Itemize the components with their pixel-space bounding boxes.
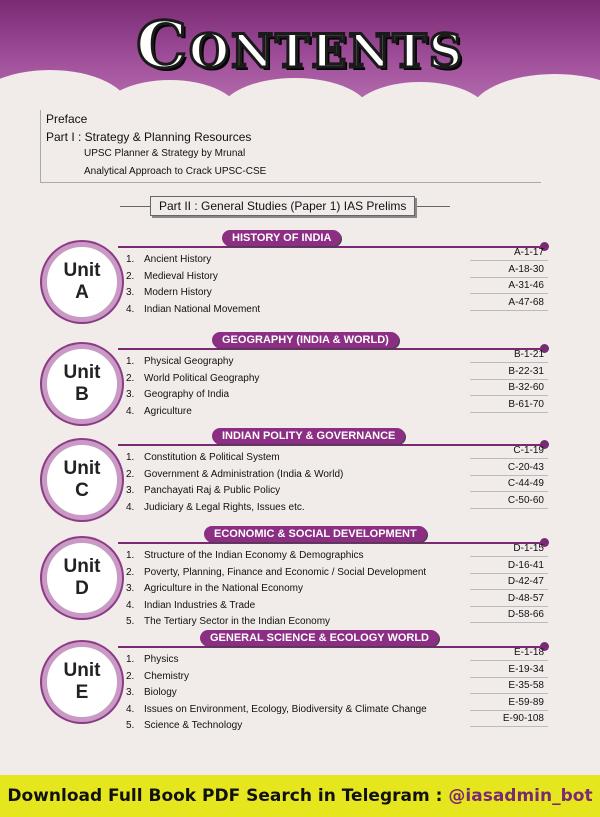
entry-title: Biology: [144, 687, 177, 698]
entry-number: 1.: [126, 452, 135, 463]
entry-page-range: B-1-21: [513, 349, 544, 360]
entry-number: 1.: [126, 356, 135, 367]
contents-entry: [126, 304, 260, 315]
unit-word: Unit: [63, 556, 101, 577]
contents-entry: [126, 389, 229, 400]
contents-entry: [126, 616, 330, 627]
entry-rule: [470, 677, 548, 678]
unit-rule: [118, 444, 544, 446]
page-title: CONTENTS: [136, 8, 464, 83]
contents-entry: [126, 469, 343, 480]
entry-rule: [470, 458, 548, 459]
entry-page-range: E-1-18: [513, 647, 544, 658]
entry-title: Agriculture in the National Economy: [144, 583, 303, 594]
entry-title: The Tertiary Sector in the Indian Economy: [144, 616, 331, 627]
entry-number: 2.: [126, 468, 135, 480]
entry-title: World Political Geography: [144, 372, 260, 384]
page-header: [0, 0, 600, 110]
entry-title: Judiciary & Legal Rights, Issues etc.: [144, 501, 305, 513]
preface-entry: Preface: [46, 112, 88, 126]
unit-badge: [42, 344, 122, 424]
entry-number: 1.: [126, 550, 135, 561]
entry-rule: [470, 491, 548, 492]
entry-title: Constitution & Political System: [144, 452, 280, 463]
entry-rule: [470, 293, 548, 294]
entry-number: 3.: [126, 389, 135, 400]
entry-number: 2.: [126, 566, 135, 578]
contents-entry: [126, 502, 305, 513]
entry-number: 2.: [126, 270, 135, 282]
entry-number: 4.: [126, 703, 135, 715]
contents-entry: [126, 550, 364, 561]
entry-page-range: A-47-68: [508, 296, 544, 308]
entry-rule: [470, 362, 548, 363]
unit-word: Unit: [63, 458, 101, 479]
entry-page-range: D-58-66: [507, 609, 544, 620]
unit-banner: GEOGRAPHY (INDIA & WORLD): [212, 332, 399, 348]
download-banner: [0, 775, 600, 817]
contents-entry: [126, 373, 259, 384]
entry-number: 3.: [126, 583, 135, 594]
unit-banner: HISTORY OF INDIA: [222, 230, 341, 246]
entry-rule: [470, 310, 548, 311]
entry-page-range: E-59-89: [508, 696, 544, 708]
entry-title: Agriculture: [144, 405, 192, 417]
entry-page-range: D-48-57: [507, 592, 544, 604]
entry-title: Indian Industries & Trade: [144, 599, 256, 611]
entry-number: 3.: [126, 485, 135, 496]
unit-word: Unit: [63, 660, 101, 681]
entry-number: 2.: [126, 670, 135, 682]
entry-rule: [470, 589, 548, 590]
contents-entry: [126, 600, 255, 611]
unit-banner: GENERAL SCIENCE & ECOLOGY WORLD: [200, 630, 439, 646]
part1-heading: Part I : Strategy & Planning Resources: [46, 130, 252, 144]
entry-rule: [470, 606, 548, 607]
entry-title: Structure of the Indian Economy & Demographics: [144, 550, 364, 561]
entry-page-range: D-16-41: [507, 559, 544, 571]
entry-number: 1.: [126, 654, 135, 665]
entry-page-range: E-19-34: [508, 663, 544, 675]
entry-page-range: C-50-60: [507, 494, 544, 506]
entry-number: 4.: [126, 405, 135, 417]
entry-rule: [470, 277, 548, 278]
unit-banner: INDIAN POLITY & GOVERNANCE: [212, 428, 405, 444]
download-text: Download Full Book PDF Search in Telegram :: [7, 786, 443, 806]
contents-entry: [126, 567, 426, 578]
entry-rule: [470, 412, 548, 413]
part1-item: Analytical Approach to Crack UPSC-CSE: [84, 166, 267, 177]
unit-rule: [118, 542, 544, 544]
entry-rule: [470, 556, 548, 557]
part1-item: UPSC Planner & Strategy by Mrunal: [84, 148, 246, 159]
contents-page: [0, 110, 600, 775]
entry-rule: [470, 726, 548, 727]
contents-entry: [126, 687, 177, 698]
contents-entry: [126, 356, 234, 367]
entry-page-range: C-20-43: [507, 461, 544, 473]
entry-rule: [470, 379, 548, 380]
telegram-handle[interactable]: @iasadmin_bot: [448, 786, 593, 806]
entry-page-range: A-1-17: [513, 247, 544, 258]
entry-title: Panchayati Raj & Public Policy: [144, 485, 281, 496]
unit-letter: E: [75, 682, 89, 703]
entry-title: Science & Technology: [144, 720, 243, 731]
unit-badge: [42, 242, 122, 322]
unit-banner: ECONOMIC & SOCIAL DEVELOPMENT: [204, 526, 427, 542]
entry-number: 4.: [126, 303, 135, 315]
entry-number: 4.: [126, 599, 135, 611]
entry-page-range: C-1-19: [513, 445, 544, 456]
entry-page-range: D-42-47: [507, 576, 544, 587]
unit-badge: [42, 642, 122, 722]
contents-entry: [126, 583, 303, 594]
entry-title: Chemistry: [144, 670, 190, 682]
entry-rule: [470, 710, 548, 711]
entry-number: 3.: [126, 687, 135, 698]
contents-entry: [126, 254, 211, 265]
part2-heading: Part II : General Studies (Paper 1) IAS Prelims: [150, 196, 415, 216]
unit-letter: D: [75, 578, 89, 599]
contents-entry: [126, 671, 189, 682]
contents-entry: [126, 704, 427, 715]
contents-entry: [126, 720, 242, 731]
entry-rule: [470, 260, 548, 261]
unit-rule: [118, 246, 544, 248]
entry-rule: [470, 693, 548, 694]
unit-word: Unit: [63, 362, 101, 383]
entry-number: 1.: [126, 254, 135, 265]
entry-title: Modern History: [144, 287, 212, 298]
entry-title: Government & Administration (India & World): [144, 468, 344, 480]
contents-entry: [126, 452, 280, 463]
entry-page-range: B-32-60: [508, 382, 544, 393]
entry-number: 4.: [126, 501, 135, 513]
entry-page-range: B-61-70: [508, 398, 544, 410]
unit-badge: [42, 440, 122, 520]
entry-page-range: E-35-58: [508, 680, 544, 691]
unit-letter: A: [75, 282, 89, 303]
contents-entry: [126, 485, 280, 496]
entry-rule: [470, 475, 548, 476]
entry-title: Physical Geography: [144, 356, 234, 367]
entry-page-range: B-22-31: [508, 365, 544, 377]
entry-number: 5.: [126, 720, 135, 731]
contents-entry: [126, 654, 178, 665]
entry-rule: [470, 660, 548, 661]
entry-title: Physics: [144, 654, 179, 665]
unit-word: Unit: [63, 260, 101, 281]
unit-letter: B: [75, 384, 89, 405]
entry-rule: [470, 573, 548, 574]
unit-rule: [118, 348, 544, 350]
unit-letter: C: [75, 480, 89, 501]
entry-title: Geography of India: [144, 389, 230, 400]
entry-title: Medieval History: [144, 270, 218, 282]
entry-page-range: E-90-108: [502, 713, 544, 724]
entry-title: Ancient History: [144, 254, 212, 265]
entry-title: Poverty, Planning, Finance and Economic / Social Development: [144, 566, 427, 578]
contents-entry: [126, 406, 192, 417]
entry-page-range: A-18-30: [508, 263, 544, 275]
entry-number: 5.: [126, 616, 135, 627]
unit-badge: [42, 538, 122, 618]
unit-rule: [118, 646, 544, 648]
entry-page-range: A-31-46: [508, 280, 544, 291]
entry-rule: [470, 395, 548, 396]
contents-entry: [126, 271, 218, 282]
entry-page-range: C-44-49: [507, 478, 544, 489]
entry-page-range: D-1-15: [513, 543, 544, 554]
entry-number: 3.: [126, 287, 135, 298]
entry-title: Indian National Movement: [144, 303, 261, 315]
entry-rule: [470, 622, 548, 623]
entry-number: 2.: [126, 372, 135, 384]
entry-rule: [470, 508, 548, 509]
contents-entry: [126, 287, 212, 298]
entry-title: Issues on Environment, Ecology, Biodiversity & Climate Change: [144, 703, 427, 715]
